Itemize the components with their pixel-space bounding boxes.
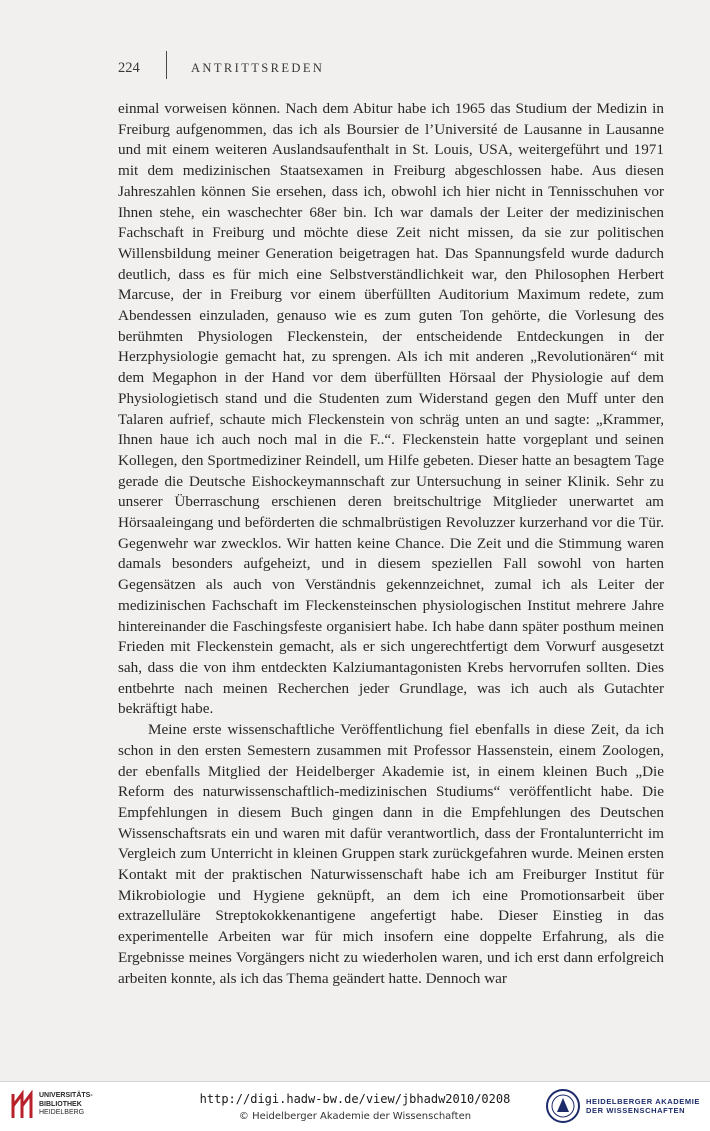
running-header	[118, 57, 324, 79]
paragraph: Meine erste wissenschaftliche Veröffentlichung fiel ebenfalls in diese Zeit, da ich schon in den ersten Semestern zusammen mit Professor Hassenstein, einem Zoologen, der ebenfalls Mitglied der Heidelberger Akademie ist, in einem kleinen Buch „Die Reform des naturwissenschaftlich-medizinischen Studiums“ veröffentlicht habe. Die Empfehlungen in diesem Buch gingen dann in die Empfehlungen des Deutschen Wissenschaftsrats ein und waren mit dafür verantwortlich, dass der Frontalunterricht im Vergleich zum Unterricht in kleinen Gruppen stark zurückgefahren wurde. Meinen ersten Kontakt mit der praktischen Naturwissenschaft habe ich am Freiburger Institut für Mikrobiologie und Hygiene geknüpft, an dem ich eine Promotionsarbeit über extrazelluläre Streptokokkenantigene angefertigt habe. Dieser Einstieg in das experimentelle Arbeiten war für mich insofern eine doppelte Erfahrung, als die Ergebnisse meines Vorgängers nicht zu wiederholen waren, und ich erst dann erfolgreich arbeiten konnte, als ich das Thema geändert hatte. Dennoch war	[118, 721, 664, 987]
copyright-notice: © Heidelberger Akademie der Wissenschaften	[238, 1111, 472, 1122]
running-title: ANTRITTSREDEN	[191, 60, 325, 75]
page-number: 224	[118, 59, 140, 76]
library-name-line-2: BIBLIOTHEK	[39, 1100, 82, 1108]
library-city: HEIDELBERG	[39, 1109, 85, 1117]
academy-name-line-2: DER WISSENSCHAFTEN	[586, 1106, 686, 1115]
permalink-url[interactable]: http://digi.hadw-bw.de/view/jbhadw2010/0208	[199, 1092, 511, 1106]
header-divider	[166, 51, 167, 79]
library-name-line-1: UNIVERSITÄTS-	[39, 1092, 93, 1100]
academy-logo[interactable]	[545, 1088, 700, 1124]
viewer-footer	[0, 1081, 710, 1131]
academy-seal-icon	[545, 1088, 581, 1124]
page-body	[118, 99, 664, 989]
academy-name-line-1: HEIDELBERGER AKADEMIE	[586, 1096, 700, 1106]
paragraph: einmal vorweisen können. Nach dem Abitur habe ich 1965 das Studium der Medizin in Freiburg aufgenommen, das ich als Boursier de l’Université de Lausanne in Lausanne und mit einem weiteren Auslandsaufenthalt in St. Louis, USA, weitergeführt und 1971 mit dem medizinischen Staatsexamen in Freiburg abgeschlossen habe. Aus diesen Jahreszahlen können Sie ersehen, dass ich, obwohl ich hier nicht in Tennisschuhen vor Ihnen stehe, ein waschechter 68er bin. Ich war damals der Leiter der medizinischen Fachschaft in Freiburg und möchte diese Zeit nicht missen, da sie zur politischen Willensbildung meiner Generation beigetragen hat. Das Spannungsfeld wurde dadurch deutlich, dass es für mich eine Selbstverständlichkeit war, den Philosophen Herbert Marcuse, der in Freiburg vor einem überfüllten Auditorium Maximum redete, zum Abendessen einzuladen, genauso wie es zum guten Ton gehörte, die Vorlesung des berühmten Physiologen Fleckenstein, der entscheidende Entdeckungen in der Herzphysiologie gemacht hat, zu sprengen. Als ich mit anderen „Revolutionären“ mit dem Megaphon in der Hand vor dem überfüllten Hörsaal der Physiologie auf dem Physiologietisch stand und die Studenten zum Widerstand gegen den Muff unter den Talaren aufrief, schaute mich Fleckenstein von schräg unten an und sagte: „Krammer, Ihnen haue ich auch noch mal in die F..“. Fleckenstein hatte vorgeplant und seinen Kollegen, den Sportmediziner Reindell, um Hilfe gebeten. Dieser hatte an besagtem Tage gerade die Deutsche Eishockeymannschaft zur Untersuchung in seiner Klinik. Sehr zu unserer Überraschung erschienen deren breitschultrige Mitglieder unerwartet am Hörsaaleingang und beförderten die schmalbrüstigen Revoluzzer kurzerhand vor die Tür. Gegenwehr war zwecklos. Wir hatten keine Chance. Die Zeit und die Stimmung waren damals besonders aufgeheizt, und in diesem speziellen Fall sowohl von harten Gegensätzen als auch von Verständnis gekennzeichnet, zumal ich als Leiter der medizinischen Fachschaft im Fleckensteinschen physiologischen Institut mehrere Jahre hintereinander die Faschingsfeste organisiert habe. Ich habe dann später posthum meinen Frieden mit Fleckenstein gemacht, als er sich ungerechtfertigt dem Vorwurf ausgesetzt sah, dass die von ihm entdeckten Kalziumantagonisten Krebs hervorrufen sollten. Dies entbehrte nach meinen Recherchen jeder Grundlage, was ich auch als Gutachter bekräftigt habe.	[118, 100, 664, 718]
